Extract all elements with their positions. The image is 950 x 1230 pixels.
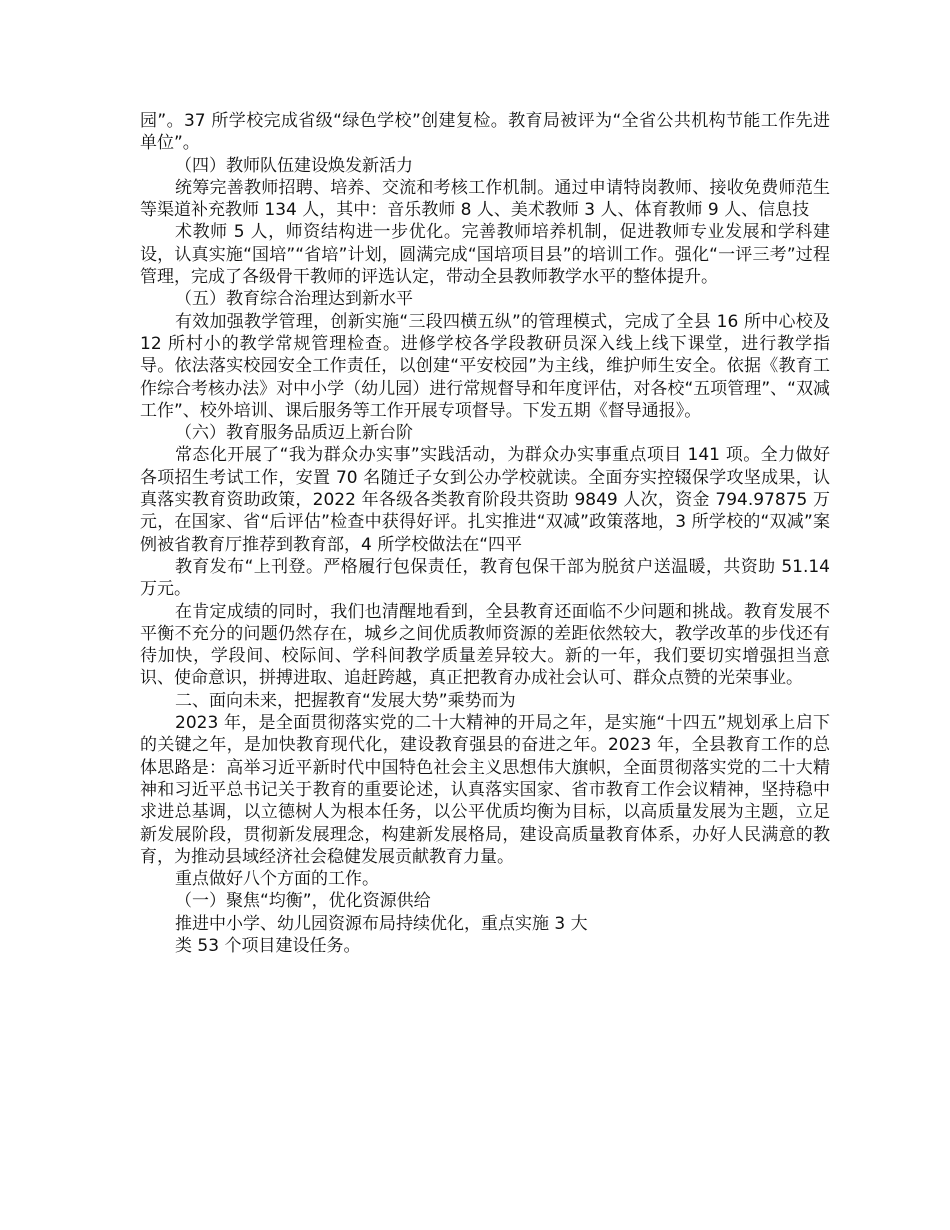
heading-balance: （一）聚焦“均衡”，优化资源供给 — [175, 891, 431, 912]
paragraph-green-school: 园”。37 所学校完成省级“绿色学校”创建复检。教育局被评为“全省公共机构节能工作先进单位”。 — [140, 111, 830, 154]
paragraph-2023-plan: 2023 年，是全面贯彻落实党的二十大精神的开局之年，是实施“十四五”规划承上启下的关键之年，是加快教育现代化，建设教育强县的奋进之年。2023 年，全县教育工作的总体思路是：高举习近平新时代中国特色社会主义思想伟大旗帜，全面贯彻落实党的二十大精神和习近平总书记关于教育的重要论述，认真落实国家、省市教育工作会议精神，坚持稳中求进总基调，以立德树人为根本任务，以公平优质均衡为目标，以高质量发展为主题，立足新发展阶段，贯彻新发展理念，构建新发展格局，建设高质量教育体系，办好人民满意的教育，为推动县域经济社会稳健发展贡献教育力量。 — [140, 713, 830, 867]
heading-governance: （五）教育综合治理达到新水平 — [175, 289, 413, 310]
paragraph-teacher-recruitment: 统筹完善教师招聘、培养、交流和考核工作机制。通过申请特岗教师、接收免费师范生等渠道补充教师 134 人，其中：音乐教师 8 人、美术教师 3 人、体育教师 9 人、信息技 — [140, 177, 830, 221]
paragraph-projects: 类 53 个项目建设任务。 — [175, 935, 361, 956]
heading-future: 二、面向未来，把握教育“发展大势”乘势而为 — [175, 690, 516, 711]
paragraph-teacher-training: 术教师 5 人，师资结构进一步优化。完善教师培养机制，促进教师专业发展和学科建设，认真实施“国培”“省培”计划，圆满完成“国培项目县”的培训工作。强化“一评三考”过程管理，完成了各级骨干教师的评选认定，带动全县教师教学水平的整体提升。 — [140, 222, 830, 288]
heading-teacher-team: （四）教师队伍建设焕发新活力 — [175, 155, 413, 176]
heading-service-quality: （六）教育服务品质迈上新台阶 — [175, 423, 413, 444]
paragraph-challenges: 在肯定成绩的同时，我们也清醒地看到，全县教育还面临不少问题和挑战。教育发展不平衡不充分的问题仍然存在，城乡之间优质教师资源的差距依然较大，教学改革的步伐还有待加快，学段间、校际间、学科间教学质量差异较大。新的一年，我们要切实增强担当意识、使命意识，拼搏进取、追赶跨越，真正把教育办成社会认可、群众点赞的光荣事业。 — [140, 601, 830, 689]
paragraph-teaching-management: 有效加强教学管理，创新实施“三段四横五纵”的管理模式，完成了全县 16 所中心校及 12 所村小的教学常规管理检查。进修学校各学段教研员深入线上线下课堂，进行教学指导。依法落实校园安全工作责任，以创建“平安校园”为主线，维护师生安全。依据《教育工作综合考核办法》对中小学（幼儿园）进行常规督导和年度评估，对各校“五项管理”、“双减工作”、校外培训、课后服务等工作开展专项督导。下发五期《督导通报》。 — [140, 311, 830, 421]
paragraph-poverty-aid: 教育发布“上刊登。严格履行包保责任，教育包保干部为脱贫户送温暖，共资助 51.14 万元。 — [140, 556, 830, 600]
paragraph-eight-tasks: 重点做好八个方面的工作。 — [175, 869, 379, 890]
paragraph-public-service: 常态化开展了“我为群众办实事”实践活动，为群众办实事重点项目 141 项。全力做好各项招生考试工作，安置 70 名随迁子女到公办学校就读。全面夯实控辍保学攻坚成果，认真落实教育资助政策，2022 年各级各类教育阶段共资助 9849 人次，资金 794.97875 万元，在国家、省“后评估”检查中获得好评。扎实推进“双减”政策落地，3 所学校的“双减”案例被省教育厅推荐到教育部，4 所学校做法在“四平 — [140, 445, 830, 555]
paragraph-resource-layout: 推进中小学、幼儿园资源布局持续优化，重点实施 3 大 — [175, 913, 588, 934]
